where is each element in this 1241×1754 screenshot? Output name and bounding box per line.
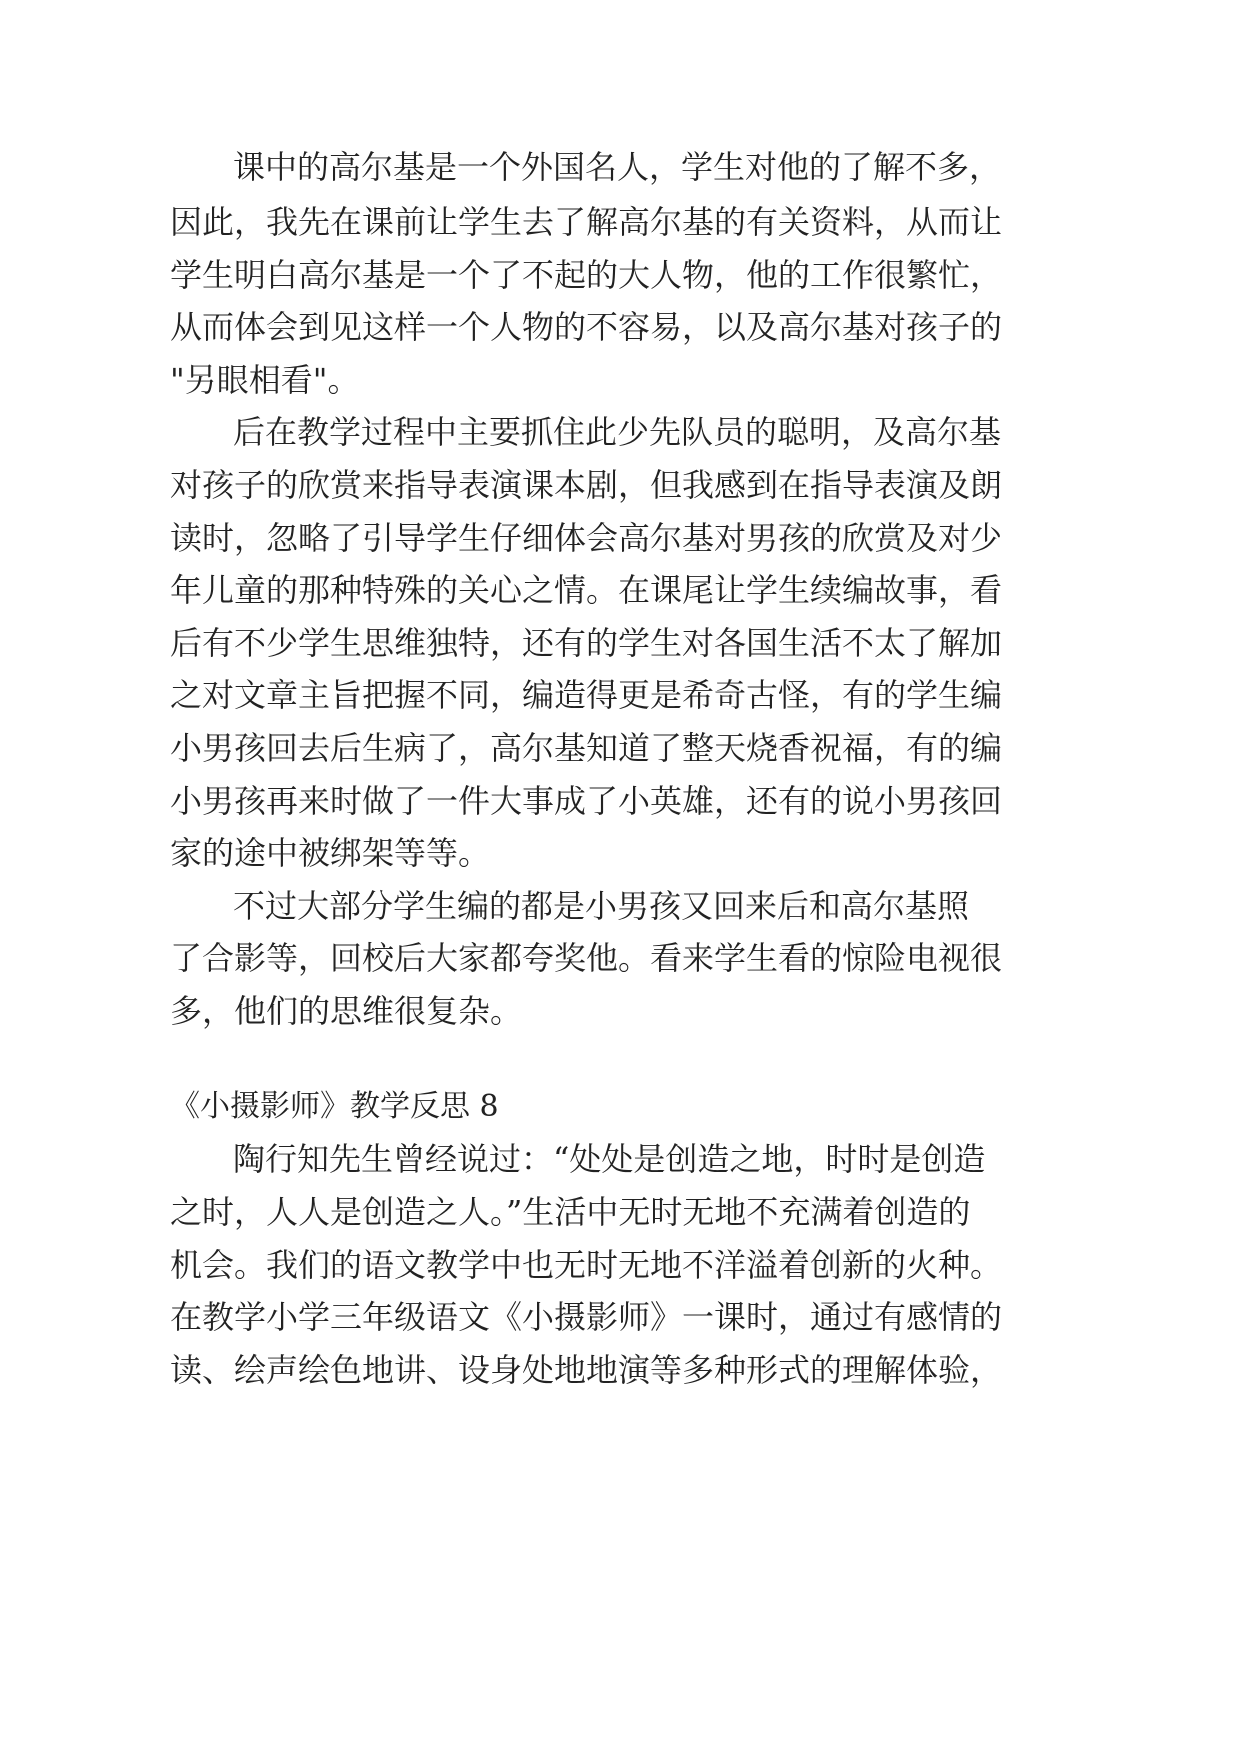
- text-line: 之时，人人是创造之人。”生活中无时无地不充满着创造的: [170, 1193, 971, 1231]
- text-line: 后有不少学生思维独特，还有的学生对各国生活不太了解加: [170, 624, 1003, 662]
- paragraph-1-line-2: [0, 192, 1241, 252]
- paragraph-2-line-1: [0, 402, 1241, 462]
- paragraph-2-line-3: [0, 508, 1241, 568]
- paragraph-2-line-6: [0, 665, 1241, 725]
- paragraph-3-line-3: [0, 981, 1241, 1041]
- text-line: 学生明白高尔基是一个了不起的大人物，他的工作很繁忙，: [170, 256, 1003, 294]
- paragraph-2-line-5: [0, 613, 1241, 673]
- paragraph-2-line-4: [0, 560, 1241, 620]
- paragraph-2-line-9: [0, 823, 1241, 883]
- text-line: 之对文章主旨把握不同，编造得更是希奇古怪，有的学生编: [170, 676, 1003, 714]
- text-line: 年儿童的那种特殊的关心之情。在课尾让学生续编故事，看: [170, 571, 1003, 609]
- paragraph-2-line-7: [0, 718, 1241, 778]
- section-paragraph-line-3: [0, 1235, 1241, 1295]
- paragraph-3-line-1: [0, 876, 1241, 936]
- paragraph-2-line-2: [0, 455, 1241, 515]
- text-line: 多，他们的思维很复杂。: [170, 992, 523, 1030]
- paragraph-2-line-8: [0, 771, 1241, 831]
- text-line: 小男孩回去后生病了，高尔基知道了整天烧香祝福，有的编: [170, 729, 1003, 767]
- text-line: 因此，我先在课前让学生去了解高尔基的有关资料，从而让: [170, 203, 1003, 241]
- section-title: [0, 1077, 1241, 1137]
- paragraph-1-line-5: [0, 350, 1241, 410]
- section-paragraph-line-2: [0, 1182, 1241, 1242]
- paragraph-3-line-2: [0, 928, 1241, 988]
- paragraph-1-line-3: [0, 245, 1241, 305]
- text-line: 不过大部分学生编的都是小男孩又回来后和高尔基照: [233, 887, 970, 925]
- text-line: 读、绘声绘色地讲、设身处地地演等多种形式的理解体验，: [170, 1351, 1003, 1389]
- text-line: 了合影等，回校后大家都夸奖他。看来学生看的惊险电视很: [170, 939, 1003, 977]
- text-line: 课中的高尔基是一个外国名人，学生对他的了解不多，: [233, 148, 1002, 186]
- text-line: 家的途中被绑架等等。: [170, 834, 491, 872]
- text-line: 从而体会到见这样一个人物的不容易，以及高尔基对孩子的: [170, 308, 1003, 346]
- section-paragraph-line-4: [0, 1287, 1241, 1347]
- text-line: 后在教学过程中主要抓住此少先队员的聪明，及高尔基: [233, 413, 1002, 451]
- section-paragraph-line-5: [0, 1340, 1241, 1400]
- paragraph-1-line-1: [0, 137, 1241, 197]
- text-line: 小男孩再来时做了一件大事成了小英雄，还有的说小男孩回: [170, 782, 1003, 820]
- text-line: 陶行知先生曾经说过：“处处是创造之地，时时是创造: [233, 1140, 986, 1178]
- text-line: "另眼相看"。: [170, 361, 360, 399]
- paragraph-1-line-4: [0, 297, 1241, 357]
- section-paragraph-line-1: [0, 1129, 1241, 1189]
- text-line: 在教学小学三年级语文《小摄影师》一课时，通过有感情的: [170, 1298, 1003, 1336]
- text-line: 对孩子的欣赏来指导表演课本剧，但我感到在指导表演及朗: [170, 466, 1003, 504]
- text-line: 读时，忽略了引导学生仔细体会高尔基对男孩的欣赏及对少: [170, 519, 1003, 557]
- section-title-text: 《小摄影师》教学反思 8: [170, 1089, 499, 1124]
- text-line: 机会。我们的语文教学中也无时无地不洋溢着创新的火种。: [170, 1246, 1003, 1284]
